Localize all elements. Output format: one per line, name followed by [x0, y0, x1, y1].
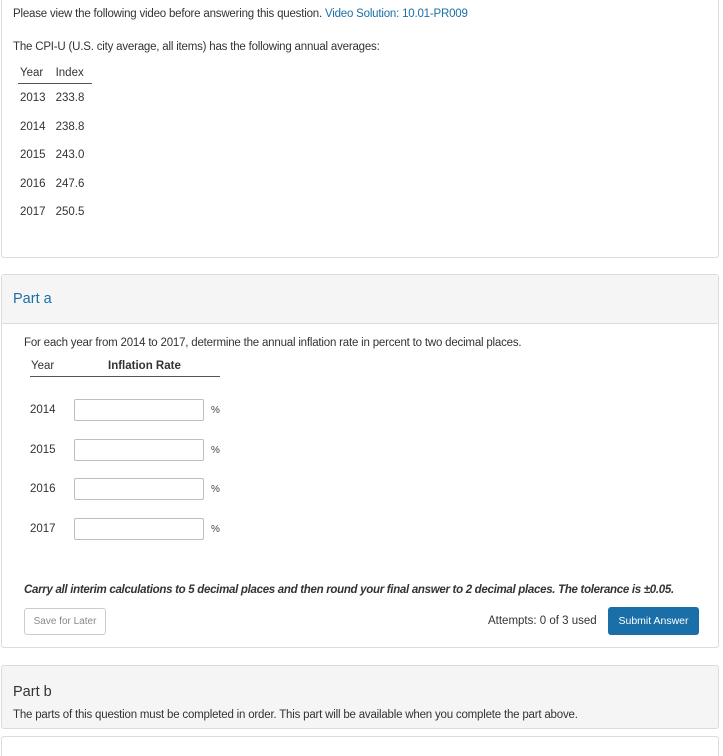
video-solution-link[interactable]: Video Solution: 10.01-PR009	[324, 8, 468, 20]
inflation-input-2017[interactable]	[74, 518, 204, 540]
inflation-year: 2017	[30, 523, 56, 535]
inflation-header-rate: Inflation Rate	[108, 360, 181, 372]
submit-answer-button[interactable]: Submit Answer	[608, 607, 699, 635]
next-part-card	[1, 736, 719, 756]
cpi-index: 247.6	[55, 177, 85, 190]
cpi-table	[18, 63, 92, 227]
inflation-input-2016[interactable]	[74, 478, 204, 500]
inflation-row-2016	[30, 478, 230, 502]
inflation-input-2015[interactable]	[74, 439, 204, 461]
attempts-counter: Attempts: 0 of 3 used	[488, 615, 597, 627]
part-a-question: For each year from 2014 to 2017, determine the annual inflation rate in percent to two decimal places.	[24, 337, 522, 349]
inflation-input-2014[interactable]	[74, 399, 204, 421]
table-row	[18, 198, 92, 227]
cpi-index: 238.8	[55, 120, 85, 133]
part-a-card	[1, 274, 719, 648]
table-row	[18, 84, 92, 113]
part-a-header[interactable]	[2, 275, 718, 324]
cpi-year: 2014	[20, 120, 46, 133]
intro-card	[1, 0, 719, 258]
save-for-later-button[interactable]: Save for Later	[24, 608, 106, 635]
percent-unit: %	[211, 405, 220, 416]
video-instruction-text: Please view the following video before answering this question.	[13, 8, 322, 20]
inflation-row-2014	[30, 399, 230, 423]
cpi-index: 250.5	[55, 206, 85, 219]
part-b-note: The parts of this question must be completed in order. This part will be available when you complete the part above.	[13, 709, 578, 721]
cpi-header-year: Year	[18, 63, 54, 84]
inflation-row-2017	[30, 518, 230, 542]
cpi-table-header	[18, 63, 92, 84]
percent-unit: %	[211, 484, 220, 495]
part-a-title[interactable]: Part a	[13, 291, 52, 307]
cpi-year: 2013	[20, 92, 46, 105]
part-b-title: Part b	[13, 684, 52, 700]
cpi-header-index: Index	[54, 63, 93, 84]
cpi-description: The CPI-U (U.S. city average, all items) has the following annual averages:	[13, 41, 380, 53]
table-row	[18, 113, 92, 142]
percent-unit: %	[211, 524, 220, 535]
cpi-index: 243.0	[55, 149, 85, 162]
cpi-year: 2016	[20, 177, 46, 190]
table-row	[18, 170, 92, 199]
cpi-year: 2015	[20, 149, 46, 162]
inflation-header-year: Year	[31, 360, 55, 372]
calculation-note: Carry all interim calculations to 5 decimal places and then round your final answer to 2 decimal places. The tolerance is ±0.05.	[24, 584, 674, 596]
cpi-index: 233.8	[55, 92, 85, 105]
part-b-card	[1, 665, 719, 729]
inflation-row-2015	[30, 439, 230, 463]
cpi-year: 2017	[20, 206, 46, 219]
inflation-year: 2015	[30, 444, 56, 456]
percent-unit: %	[211, 445, 220, 456]
header-underline	[30, 376, 220, 377]
inflation-year: 2016	[30, 483, 56, 495]
table-row	[18, 141, 92, 170]
inflation-year: 2014	[30, 404, 56, 416]
video-instruction	[13, 8, 468, 20]
